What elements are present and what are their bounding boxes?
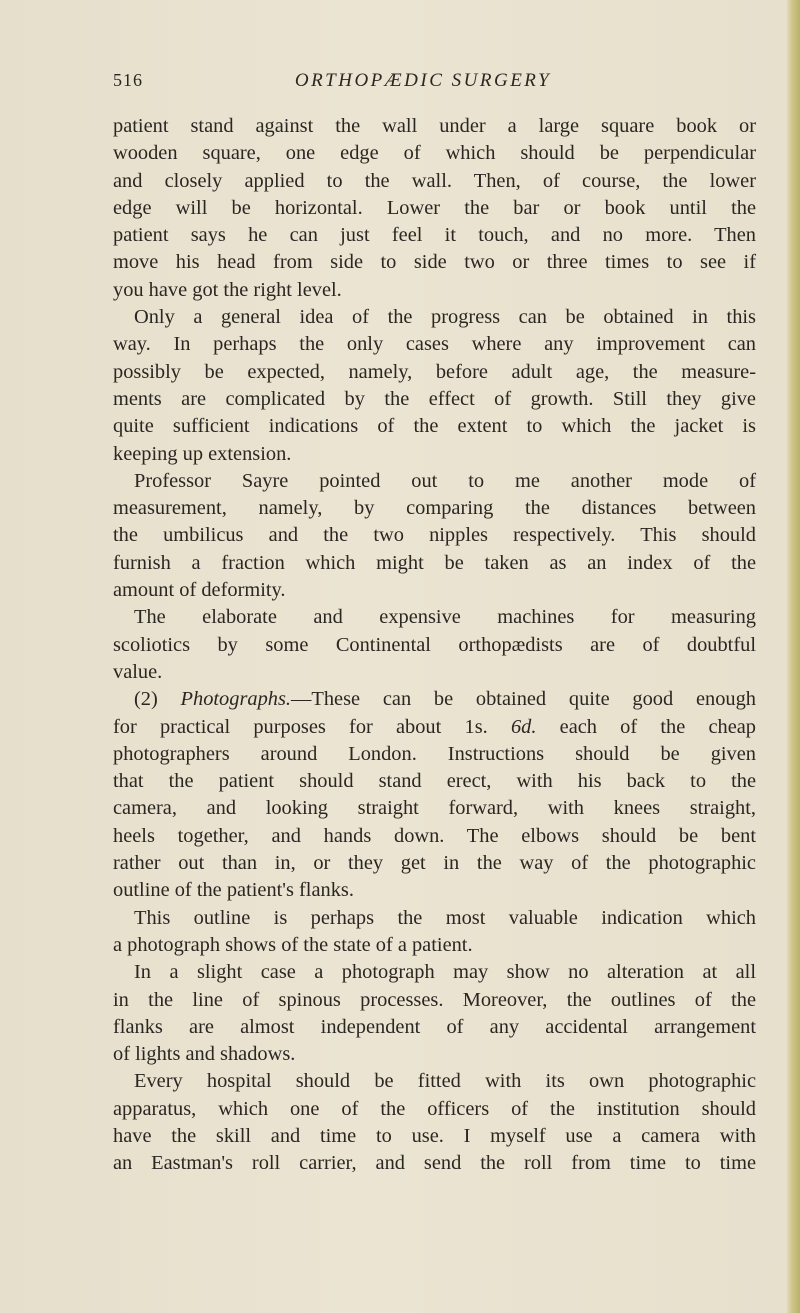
price-shillings: 1s. (464, 715, 488, 738)
text-line: Only a general idea of the progress can be obtained in this (134, 306, 756, 329)
text-line: patient stand against the wall under a large square book or (113, 115, 756, 137)
text-line: heels together, and hands down. The elbows should be bent (113, 824, 756, 847)
page-header (113, 70, 733, 100)
text-line: apparatus, which one of the officers of the institution should (113, 1097, 756, 1120)
text-line: In a slight case a photograph may show no alteration at all (134, 961, 756, 984)
text-line: measurement, namely, by comparing the distances between (113, 497, 756, 520)
text-line: outline of the patient's flanks. (113, 879, 354, 902)
text-line: and closely applied to the wall. Then, of course, the lower (113, 169, 756, 192)
text-line: ments are complicated by the effect of growth. Still they give (113, 387, 756, 410)
text-line: Professor Sayre pointed out to me another mode of (134, 469, 756, 492)
text-line: way. In perhaps the only cases where any improvement can (113, 333, 756, 356)
text-line: wooden square, one edge of which should be perpendicular (113, 142, 756, 165)
text-line: This outline is perhaps the most valuable indication which (134, 906, 756, 929)
text-line: of lights and shadows. (113, 1043, 296, 1066)
text-line: amount of deformity. (113, 579, 286, 602)
text-line-price (113, 714, 756, 741)
text-line-section-heading (113, 686, 756, 713)
body-text (113, 113, 756, 1178)
text-line: patient says he can just feel it touch, and no more. Then (113, 224, 756, 247)
text-segment: for practical purposes for about (113, 715, 442, 738)
text-line: that the patient should stand erect, with his back to the (113, 770, 756, 793)
text-line: photographers around London. Instructions should be given (113, 742, 756, 765)
text-line: camera, and looking straight forward, with knees straight, (113, 797, 756, 820)
text-line: in the line of spinous processes. Moreover, the outlines of the (113, 988, 756, 1011)
text-line: Every hospital should be fitted with its own photographic (134, 1070, 756, 1093)
text-line: quite sufficient indications of the extent to which the jacket is (113, 415, 756, 438)
text-line: a photograph shows of the state of a patient. (113, 933, 473, 956)
text-line: an Eastman's roll carrier, and send the roll from time to time (113, 1152, 756, 1175)
text-line: move his head from side to side two or three times to see if (113, 251, 756, 274)
text-line: rather out than in, or they get in the way of the photographic (113, 852, 756, 875)
text-line: you have got the right level. (113, 278, 342, 301)
text-line: furnish a fraction which might be taken as an index of the (113, 551, 756, 574)
text-line: value. (113, 660, 163, 683)
page-number: 516 (113, 70, 143, 90)
text-segment: —These can be obtained quite good enough (291, 688, 756, 711)
text-line: The elaborate and expensive machines for measuring (134, 606, 756, 629)
text-line: scoliotics by some Continental orthopædists are of doubtful (113, 633, 756, 656)
text-segment: each of the cheap (559, 715, 756, 738)
section-title: Photographs. (180, 688, 292, 711)
text-line: flanks are almost independent of any accidental arrangement (113, 1015, 756, 1038)
text-line: edge will be horizontal. Lower the bar or book until the (113, 196, 756, 219)
section-number: (2) (134, 688, 158, 711)
text-line: have the skill and time to use. I myself use a camera with (113, 1124, 756, 1147)
text-line: the umbilicus and the two nipples respectively. This should (113, 524, 756, 547)
text-line: keeping up extension. (113, 442, 292, 465)
price-pence: 6d. (510, 715, 537, 738)
text-line: possibly be expected, namely, before adult age, the measure- (113, 360, 756, 383)
running-head: ORTHOPÆDIC SURGERY (294, 70, 552, 91)
page-edge (786, 0, 800, 1313)
